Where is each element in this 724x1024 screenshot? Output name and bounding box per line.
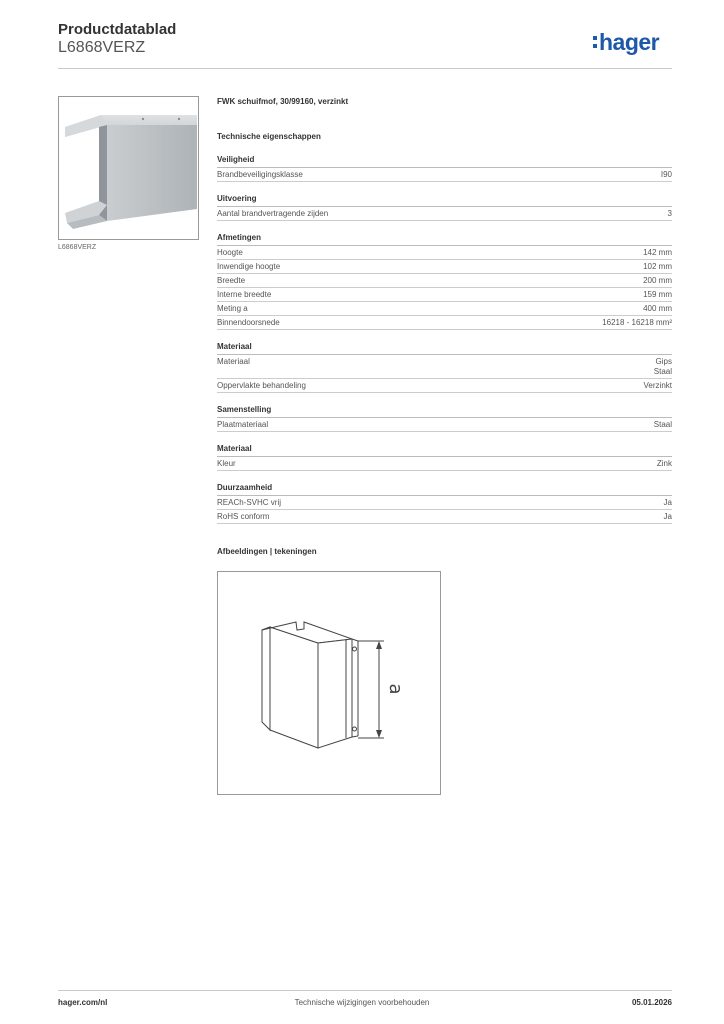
spec-row (217, 379, 672, 393)
spec-value (664, 512, 672, 522)
spec-value-line: Ja (663, 498, 672, 507)
spec-row (217, 457, 672, 471)
spec-value (643, 304, 672, 314)
spec-group (217, 194, 672, 221)
spec-value (661, 170, 672, 180)
spec-value-line: Staal (653, 367, 672, 376)
spec-value-line: Ja (663, 512, 672, 521)
tech-properties-title: Technische eigenschappen (217, 132, 321, 141)
spec-label: Breedte (217, 276, 246, 285)
spec-label: Interne breedte (217, 290, 272, 299)
spec-value-line: 200 mm (643, 276, 672, 285)
spec-value (654, 420, 672, 430)
spec-label: Meting a (217, 304, 248, 313)
spec-value (602, 318, 672, 328)
spec-value (643, 248, 672, 258)
spec-group-title: Duurzaamheid (217, 483, 672, 496)
spec-group-title: Uitvoering (217, 194, 672, 207)
spec-label: REACh-SVHC vrij (217, 498, 282, 507)
footer-date: 05.01.2026 (631, 998, 672, 1007)
spec-group (217, 405, 672, 432)
spec-row (217, 496, 672, 510)
spec-label: Binnendoorsnede (217, 318, 280, 327)
dimension-label: a (385, 683, 406, 695)
technical-drawing (217, 571, 441, 795)
spec-value-line: 400 mm (643, 304, 672, 313)
logo-dots-icon (593, 35, 597, 49)
spec-label: Inwendige hoogte (217, 262, 281, 271)
spec-group (217, 483, 672, 524)
footer-divider (58, 990, 672, 991)
spec-value (657, 459, 672, 469)
spec-row (217, 355, 672, 379)
spec-row (217, 274, 672, 288)
spec-label: Materiaal (217, 357, 250, 366)
spec-group (217, 155, 672, 182)
spec-value (664, 498, 672, 508)
spec-label: Aantal brandvertragende zijden (217, 209, 329, 218)
spec-group-title: Materiaal (217, 342, 672, 355)
spec-row (217, 510, 672, 524)
spec-row (217, 316, 672, 330)
spec-groups (217, 155, 672, 524)
photo-caption: L6868VERZ (58, 244, 97, 251)
spec-label: Oppervlakte behandeling (217, 381, 306, 390)
spec-value-line: Verzinkt (643, 381, 672, 390)
spec-value (668, 209, 672, 219)
spec-value (644, 381, 672, 391)
spec-value (643, 262, 672, 272)
spec-group-title: Materiaal (217, 444, 672, 457)
footer-website[interactable]: hager.com/nl (58, 998, 108, 1007)
spec-value-line: 159 mm (643, 290, 672, 299)
spec-value-line: Staal (653, 420, 672, 429)
spec-group-title: Afmetingen (217, 233, 672, 246)
brand-name: hager (599, 29, 660, 55)
spec-row (217, 288, 672, 302)
header-divider (58, 68, 672, 69)
brand-logo[interactable] (593, 29, 659, 56)
spec-group (217, 342, 672, 393)
footer-disclaimer: Technische wijzigingen voorbehouden (294, 998, 430, 1007)
spec-content (217, 96, 672, 558)
spec-label: Plaatmateriaal (217, 420, 269, 429)
spec-label: Brandbeveiligingsklasse (217, 170, 303, 179)
spec-group (217, 233, 672, 330)
product-photo (58, 96, 199, 240)
product-photo-icon (59, 97, 198, 239)
spec-row (217, 246, 672, 260)
spec-row (217, 168, 672, 182)
spec-row (217, 418, 672, 432)
product-name: FWK schuifmof, 30/99160, verzinkt (217, 97, 349, 106)
page-title: Productdatablad (58, 21, 177, 38)
spec-label: Hoogte (217, 248, 243, 257)
spec-row (217, 302, 672, 316)
spec-value-line: 3 (667, 209, 672, 218)
spec-row (217, 260, 672, 274)
spec-value-line: 142 mm (643, 248, 672, 257)
spec-value-line: Gips (655, 357, 672, 366)
images-title: Afbeeldingen | tekeningen (217, 547, 317, 556)
article-number: L6868VERZ (58, 39, 146, 56)
spec-row (217, 207, 672, 221)
spec-group (217, 444, 672, 471)
spec-value (643, 290, 672, 300)
spec-value-line: I90 (660, 170, 672, 179)
spec-value-line: 16218 - 16218 mm² (602, 318, 672, 327)
spec-value-line: 102 mm (643, 262, 672, 271)
technical-drawing-icon (218, 572, 440, 794)
spec-value (654, 357, 672, 377)
spec-group-title: Veiligheid (217, 155, 672, 168)
spec-value-line: Zink (656, 459, 672, 468)
spec-value (643, 276, 672, 286)
spec-label: Kleur (217, 459, 236, 468)
spec-label: RoHS conform (217, 512, 270, 521)
spec-group-title: Samenstelling (217, 405, 672, 418)
